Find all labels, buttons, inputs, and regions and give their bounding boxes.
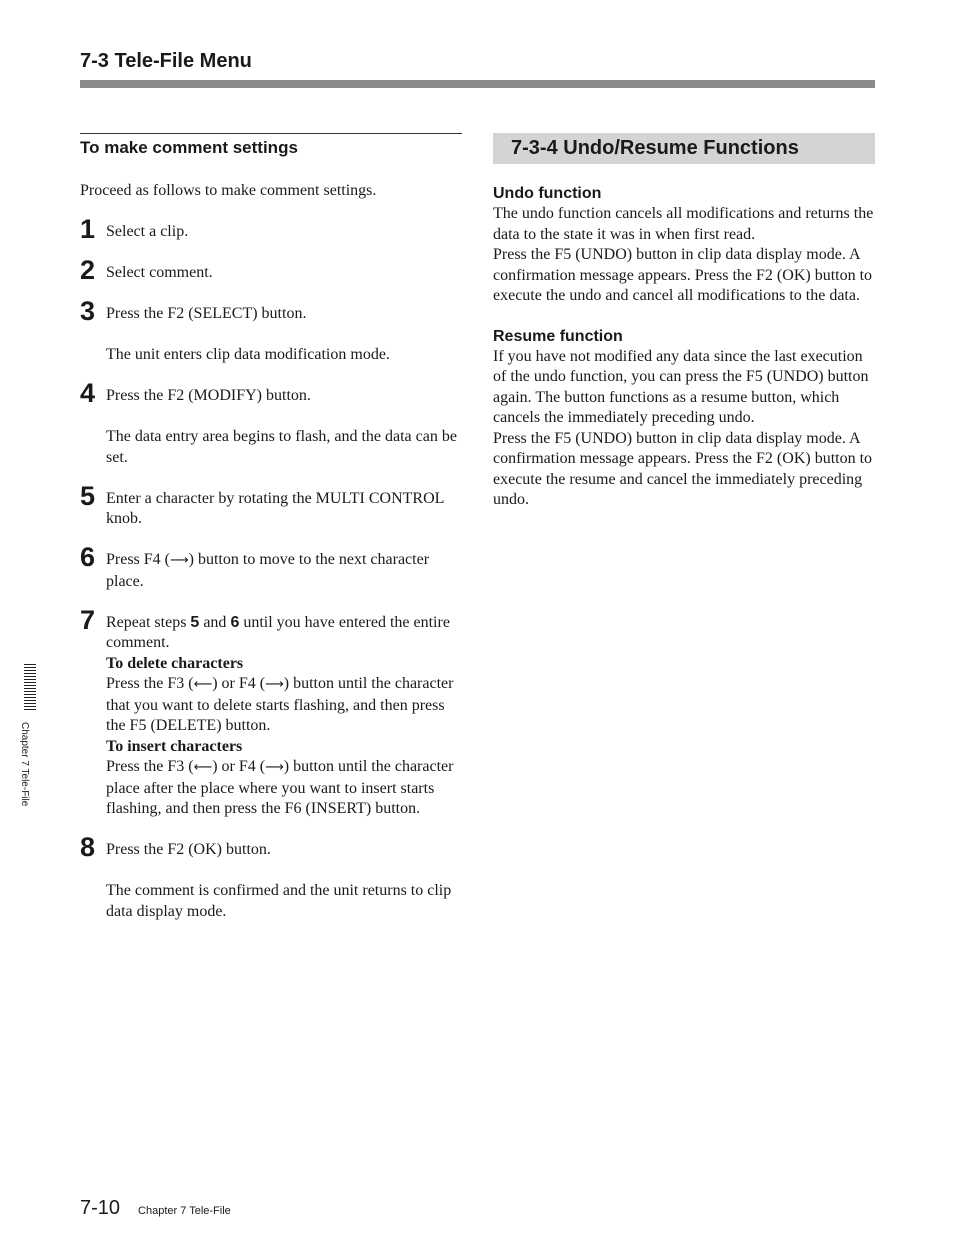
step-number: 1 [80,214,96,244]
step-reference: 5 [190,613,200,631]
undo-function-heading: Undo function [493,185,602,202]
undo-procedure: Press the F5 (UNDO) button in clip data display mode. A confirmation message appears. Press the F2 (OK) button to execute the undo and cancel all modifications to the data. [493,246,873,304]
step-text: Press the F2 (OK) button. [106,841,271,858]
right-arrow-icon: ⟶ [265,677,284,692]
step-5 [80,480,462,530]
step-8 [80,832,462,922]
step-3 [80,296,462,366]
step-text: Repeat steps 5 and 6 until you have entered the entire comment. [106,613,450,651]
header-rule [80,80,875,88]
step-6 [80,542,462,592]
step-text: Select comment. [106,264,213,281]
step-number: 8 [80,832,96,862]
step-number: 6 [80,542,96,572]
step-2 [80,255,462,285]
step-7 [80,604,462,820]
page-number: 7-10 [80,1197,121,1219]
page-section-title: 7-3 Tele-File Menu [80,50,252,72]
left-arrow-icon: ⟵ [193,760,213,775]
step-text: Press the F2 (MODIFY) button. [106,387,311,404]
step-1 [80,214,462,244]
chapter-tab-marker [24,664,36,712]
step-number: 4 [80,378,96,408]
step-note: The data entry area begins to flash, and the data can be set. [106,428,457,466]
footer-chapter-label: Chapter 7 Tele-File [138,1205,231,1217]
step-note: The unit enters clip data modification mode. [106,346,390,363]
step-text: Enter a character by rotating the MULTI CONTROL knob. [106,489,444,527]
step-number: 3 [80,296,96,326]
right-arrow-icon: ⟶ [170,553,189,568]
step-note: The comment is confirmed and the unit returns to clip data display mode. [106,882,452,920]
left-column [80,133,462,922]
right-column [493,133,875,511]
page-footer [80,1197,231,1220]
section-title: 7-3-4 Undo/Resume Functions [493,133,875,164]
heading-rule [80,133,462,134]
undo-description: The undo function cancels all modifications and returns the data to the state it was in when first read. [493,205,874,243]
procedure-intro: Proceed as follows to make comment settings. [80,182,377,199]
left-arrow-icon: ⟵ [193,677,213,692]
step-text: Select a clip. [106,223,189,240]
delete-characters-text: Press the F3 (⟵) or F4 (⟶) button until the character that you want to delete starts flashing, and then press the F5 (DELETE) button. [106,675,454,734]
resume-description: If you have not modified any data since the last execution of the undo function, you can press the F5 (UNDO) button again. The button functions as a resume button, which cancels the immediately preceding undo. [493,347,869,426]
insert-characters-heading: To insert characters [106,737,243,755]
step-4 [80,378,462,468]
insert-characters-text: Press the F3 (⟵) or F4 (⟶) button until the character place after the place where you want to insert starts flashing, and then press the F6 (INSERT) button. [106,758,454,817]
step-text: Press F4 (⟶) button to move to the next character place. [106,551,430,590]
chapter-tab-label: Chapter 7 Tele-File [19,722,30,807]
procedure-heading: To make comment settings [80,138,298,157]
step-reference: 6 [230,613,240,631]
step-number: 7 [80,604,96,635]
resume-function-heading: Resume function [493,327,623,345]
right-arrow-icon: ⟶ [265,760,284,775]
resume-procedure: Press the F5 (UNDO) button in clip data display mode. A confirmation message appears. Press the F2 (OK) button to execute the resume and cancel the immediately preceding undo. [493,429,873,508]
step-text: Press the F2 (SELECT) button. [106,305,307,322]
delete-characters-heading: To delete characters [106,654,244,672]
step-number: 2 [80,255,96,285]
step-number: 5 [80,480,96,511]
